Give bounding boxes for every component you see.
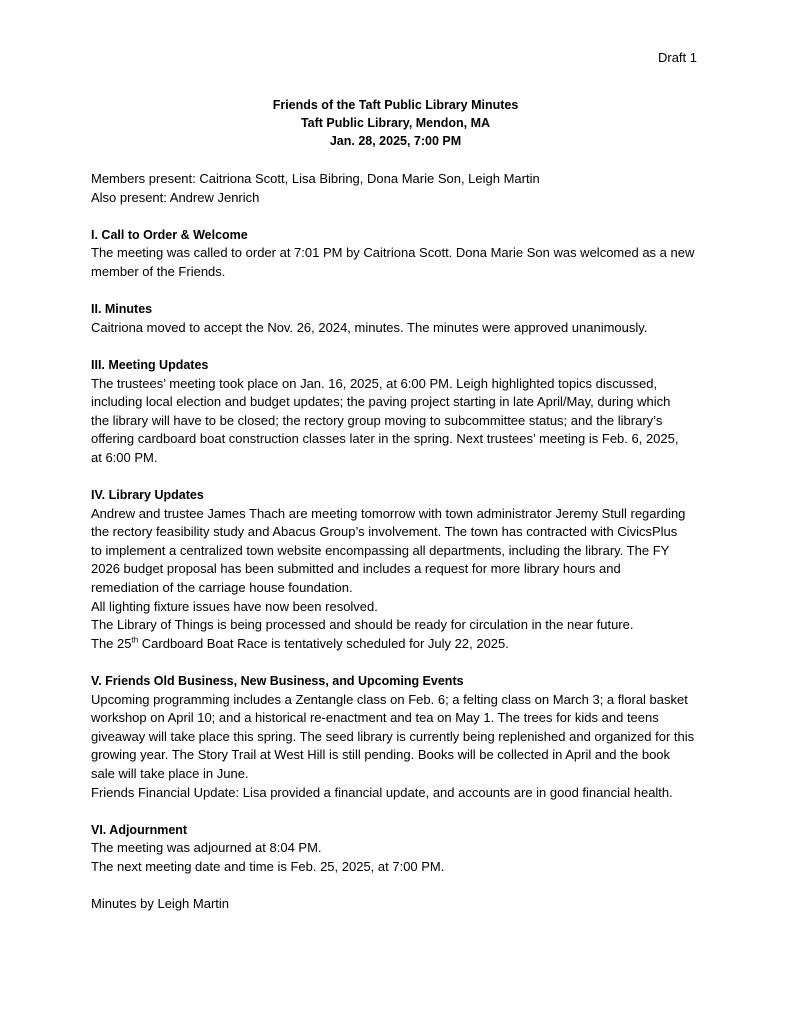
section-adjournment	[91, 821, 711, 877]
boat-race-line	[91, 635, 711, 654]
ordinal-suffix: th	[131, 635, 139, 645]
section-heading: I. Call to Order & Welcome	[91, 227, 248, 242]
paragraph-line: sale will take place in June.	[91, 766, 249, 781]
section-friends-business	[91, 672, 711, 802]
signature-line: Minutes by Leigh Martin	[91, 896, 230, 912]
document-title: Friends of the Taft Public Library Minutes	[272, 98, 519, 112]
paragraph-line: The meeting was called to order at 7:01 PM by Caitriona Scott. Dona Marie Son was welcomed as a new	[91, 245, 695, 261]
document-header	[0, 96, 791, 150]
section-heading: VI. Adjournment	[91, 822, 188, 837]
paragraph-line: The Library of Things is being processed and should be ready for circulation in the near future.	[91, 617, 634, 633]
boat-race-prefix: The 25	[91, 635, 132, 651]
also-present: Also present: Andrew Jenrich	[91, 189, 260, 205]
draft-label: Draft 1	[657, 50, 697, 65]
paragraph-line: The trustees’ meeting took place on Jan. 16, 2025, at 6:00 PM. Leigh highlighted topics discussed,	[91, 375, 658, 391]
paragraph-line: offering cardboard boat construction classes later in the spring. Next trustees’ meeting is Feb. 6, 2025,	[91, 431, 679, 447]
section-library-updates	[91, 486, 711, 653]
paragraph-line: 2026 budget proposal has been submitted and includes a request for more library hours and	[91, 561, 621, 577]
paragraph-line: remediation of the carriage house foundation.	[91, 580, 353, 596]
paragraph-line: the library will have to be closed; the rectory group moving to subcommittee status; and the library’s	[91, 412, 663, 428]
paragraph-line: to implement a centralized town website encompassing all departments, including the library. The FY	[91, 542, 670, 558]
paragraph-line: giveaway will take place this spring. The seed library is currently being replenished and organized for this	[91, 728, 695, 744]
paragraph-line: growing year. The Story Trail at West Hill is still pending. Books will be collected in April and the book	[91, 747, 671, 763]
paragraph-line: All lighting fixture issues have now been resolved.	[91, 598, 378, 614]
section-heading: III. Meeting Updates	[91, 357, 209, 372]
section-meeting-updates	[91, 356, 711, 468]
meeting-datetime: Jan. 28, 2025, 7:00 PM	[329, 134, 462, 148]
section-minutes	[91, 300, 711, 337]
paragraph-line: Caitriona moved to accept the Nov. 26, 2024, minutes. The minutes were approved unanimously.	[91, 319, 648, 335]
paragraph-line: Upcoming programming includes a Zentangle class on Feb. 6; a felting class on March 3; a floral basket	[91, 691, 688, 707]
paragraph-line: The meeting was adjourned at 8:04 PM.	[91, 840, 322, 856]
paragraph-line: at 6:00 PM.	[91, 449, 158, 465]
section-heading: II. Minutes	[91, 302, 153, 317]
members-present: Members present: Caitriona Scott, Lisa Bibring, Dona Marie Son, Leigh Martin	[91, 171, 540, 186]
boat-race-suffix: Cardboard Boat Race is tentatively scheduled for July 22, 2025.	[138, 635, 509, 651]
section-heading: V. Friends Old Business, New Business, and Upcoming Events	[91, 674, 464, 689]
section-heading: IV. Library Updates	[91, 488, 204, 503]
paragraph-line: Andrew and trustee James Thach are meeting tomorrow with town administrator Jeremy Stull regarding	[91, 505, 686, 521]
paragraph-line: workshop on April 10; and a historical re-enactment and tea on May 1. The trees for kids and teens	[91, 710, 659, 726]
paragraph-line: Friends Financial Update: Lisa provided a financial update, and accounts are in good financial health.	[91, 784, 673, 800]
paragraph-line: including local election and budget updates; the paving project starting in late April/May, during which	[91, 394, 671, 410]
meeting-location: Taft Public Library, Mendon, MA	[300, 116, 491, 130]
paragraph-line: The next meeting date and time is Feb. 25, 2025, at 7:00 PM.	[91, 858, 445, 874]
minutes-body	[91, 170, 711, 914]
paragraph-line: the rectory feasibility study and Abacus Group’s involvement. The town has contracted with CivicsPlus	[91, 524, 678, 540]
section-call-to-order	[91, 226, 711, 282]
paragraph-line: member of the Friends.	[91, 263, 226, 279]
